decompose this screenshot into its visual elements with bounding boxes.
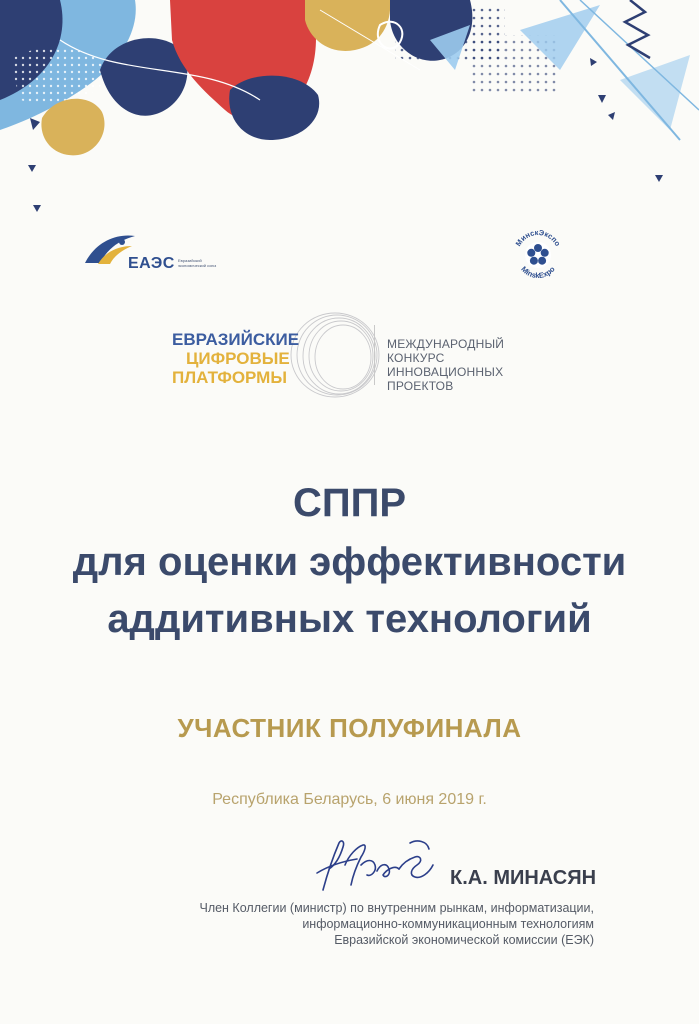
eaes-logo-caption: Евразийский экономический союз [178,258,217,268]
contest-line-3: ИННОВАЦИОННЫХ [387,365,504,379]
signer-name: К.А. МИНАСЯН [450,867,597,889]
project-title-line-3: аддитивных технологий [107,597,592,641]
participant-status: УЧАСТНИК ПОЛУФИНАЛА [177,713,522,743]
contest-description [387,337,537,393]
platform-title-line-1: ЕВРАЗИЙСКИЕ [172,330,300,349]
contest-line-1: МЕЖДУНАРОДНЫЙ [387,337,505,351]
contest-line-2: КОНКУРС [387,351,445,365]
platform-title-line-2: ЦИФРОВЫЕ [186,349,290,368]
minsk-expo-logo [509,226,567,284]
decorative-header-artwork [0,0,699,230]
project-title-line-1: СППР [292,481,407,525]
platform-title [172,330,372,387]
signer-role-line-1: Член Коллегии (министр) по внутренним рынкам, информатизации, [199,901,594,915]
minsk-expo-text-bottom: MinskExpo [519,264,557,281]
eaes-logo [80,228,220,278]
handwritten-signature [305,835,440,897]
signer-role-line-3: Евразийской экономической комиссии (ЕЭК) [334,933,594,947]
signer-role [150,900,594,948]
contest-line-4: ПРОЕКТОВ [387,379,454,393]
minsk-expo-text-top: МинскЭкспо [513,227,563,248]
project-title-line-2: для оценки эффективности [72,540,627,584]
eaes-logo-word: ЕАЭС [128,255,175,272]
signer-role-line-2: информационно-коммуникационным технологиям [302,917,594,931]
contest-divider [374,325,375,385]
platform-title-line-3: ПЛАТФОРМЫ [172,368,287,387]
place-and-date: Республика Беларусь, 6 июня 2019 г. [212,791,487,808]
